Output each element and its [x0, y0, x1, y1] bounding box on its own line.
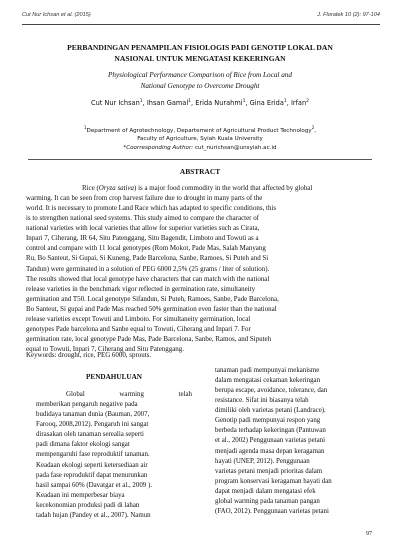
running-header-journal: J. Floratek 10 (2): 97-104 — [317, 12, 380, 18]
author-name: Gina Erida — [249, 99, 284, 108]
author-affil-mark: 1 — [188, 99, 192, 104]
abstract-line: Tandun) were germinated in a solution of PEG 6000 2,5% (25 grams / liter of solution). — [26, 264, 270, 273]
body-line: pada fase reproduktif dapat menurunkan — [36, 471, 148, 479]
affiliation-line — [20, 124, 380, 135]
author-affil-mark: 1 — [283, 99, 287, 104]
abstract-line: germination rate, local genotype Pade Mas, Pade Barcelona, Sanbe, Ramos, and Siputeh — [26, 334, 272, 343]
author-list: Cut Nur Ichsan$^1$, Ihsan Gamal$^1$, Erida Nurahmi$^1$, Gina Erida$^1$, Irfan$^2$ — [90, 99, 310, 108]
body-line: et al., 2002) Penggunaan varietas petani — [215, 437, 326, 445]
paper-title — [40, 42, 360, 64]
body-line: program konservasi keragaman hayati dan — [215, 477, 332, 485]
body-line — [36, 390, 192, 400]
corresponding-author — [20, 144, 380, 153]
affil-mark: 1 — [83, 125, 87, 130]
body-line: padi dimana faktor ekologi sangat — [36, 441, 130, 449]
affiliation-faculty: Faculty of Agriculture, Syiah Kuala University — [137, 136, 263, 143]
author-name: Erida Nurahmi — [195, 99, 243, 108]
abstract-line: control and compare with 11 local genotypes (Rom Mokot, Pade Mas, Salah Manyang — [26, 244, 266, 253]
body-line: global warming pada tanaman pangan — [215, 497, 320, 505]
page-number: 97 — [366, 531, 372, 537]
abstract-line: Ru, Bo Santeut, Si Gupai, Si Kuneng, Pade Barcelona, Sanbe, Ramoes, Si Puteh and Si — [26, 254, 269, 263]
header-divider — [22, 24, 380, 25]
abstract-line: is to strengthen national seed systems. This study aimed to compare the character of — [26, 214, 259, 223]
abstract-line: Bo Santeut, Si gupai and Pade Mas reached 50% germination even faster than the national — [26, 304, 277, 313]
affiliation-punct: , — [314, 127, 317, 134]
affiliation-departments: Department of Agrotechnology, Departement of Agricultural Product Technology — [86, 127, 312, 134]
body-line: memberikan pengaruh negative pada — [36, 401, 138, 409]
body-line: Farooq, 2008,2012). Pengaruh ini sangat — [36, 421, 149, 429]
abstract-line: world. It is necessary to promote Land Race which has adapted to specific conditions, this — [26, 204, 277, 213]
body-line: Genotip padi mempunyai respon yang — [215, 417, 321, 425]
body-line: tadah hujan (Pandey et al., 2007). Namun — [36, 511, 151, 519]
paper-english-title — [60, 70, 340, 91]
body-line: resistance. Sifat ini biasanya telah — [215, 397, 309, 405]
body-line: dalam mengatasi cekaman kekeringan — [215, 377, 321, 385]
abstract-line: equal to Towuti, Inpari 7, Ciherang and Situ Patenggang. — [26, 345, 184, 353]
abstract-line: germination and T50. Local genotype Sifandun, Si Puteh, Ramoes, Sanbe, Pade Barcelona, — [26, 294, 279, 303]
body-word: warming — [119, 391, 144, 399]
author-name: Ihsan Gamal — [146, 99, 189, 108]
body-line: hasil sampai 60% (Davatgar et al., 2009 ). — [36, 481, 152, 489]
abstract-line: warming. It can be seen from crop harvest failure due to drought in many parts of the — [26, 194, 263, 203]
paper-title-line: PERBANDINGAN PENAMPILAN FISIOLOGIS PADI GENOTIP LOKAL DAN — [67, 43, 333, 52]
body-line: hayati (UNEP, 2012). Penggunaan — [215, 457, 310, 465]
author-affil-mark: 1 — [139, 99, 143, 104]
species-name: Oryza sativa — [98, 184, 135, 192]
english-title-line: National Genotype to Overcome Drought — [140, 81, 260, 90]
body-line: mempengaruhi fase reproduktif tanaman. — [36, 451, 150, 459]
body-line: varietas petani menjadi prioritas dalam — [215, 467, 323, 475]
abstract-line: release varieties except Towuti and Limboto. For simultaneity germination, local — [26, 314, 251, 323]
abstract-line: genotypes Pade barcelona and Sanbe equal to Towuti, Ciherang and Inpari 7. For — [26, 324, 251, 333]
affiliations — [20, 124, 380, 153]
corresponding-label: *Coorresponding Author: — [123, 145, 194, 152]
abstract-line: release varieties in the benchmark vigor reflected in germination rate, simultaneity — [26, 284, 256, 293]
corresponding-email[interactable]: cut_nurichsan@unsyiah.ac.id — [194, 145, 277, 152]
abstract-text: ) is a major food commodity in the world that affected by global — [134, 184, 313, 192]
body-line: dapat menjadi dalam mengatasi efek — [215, 487, 316, 495]
body-line: berupa escape, avoidance, tolerance, dan — [215, 387, 328, 395]
abstract-body — [26, 183, 376, 354]
author-name: Irfan — [290, 99, 307, 108]
body-line: Keadaan ekologi seperti ketersediaan air — [36, 461, 148, 469]
body-word: telah — [178, 391, 192, 399]
left-column — [36, 366, 192, 521]
affil-mark: 2 — [311, 125, 315, 130]
abstract-line: Inpari 7, Ciherang, IR 64, Situ Patenggang, Situ Bagendit, Limboto and Towuti as a — [26, 234, 259, 243]
abstract-line — [26, 183, 376, 193]
body-line: menjadi agenda masa depan keragaman — [215, 447, 325, 455]
running-header — [22, 12, 380, 22]
running-header-citation: Cut Nur Ichsan et al. (2015) — [22, 12, 91, 18]
body-line: Keadaan ini memperbesar biaya — [36, 491, 125, 499]
body-line: dirasakan oleh tanaman serealia seperti — [36, 431, 144, 439]
author-name: Cut Nur Ichsan — [90, 99, 140, 108]
section-heading-pendahuluan: PENDAHULUAN — [86, 373, 142, 381]
paper-title-line: NASIONAL UNTUK MENGATASI KEKERINGAN — [114, 54, 286, 63]
author-affil-mark: 1 — [242, 99, 246, 104]
body-line: budidaya tanaman dunia (Bauman, 2007, — [36, 411, 150, 419]
body-word: Global — [66, 391, 85, 399]
body-line: kecekonomian produksi padi di lahan — [36, 501, 140, 509]
abstract-text: Rice ( — [82, 184, 99, 192]
right-column — [215, 366, 371, 517]
body-line: tanaman padi mempunyai mekanisme — [215, 367, 320, 374]
keywords: Keywords: drought, rice, PEG 6000, sprouts. — [26, 351, 152, 359]
abstract-heading: ABSTRACT — [179, 167, 221, 176]
body-line: dimiliki oleh varietas petani (Landrace). — [215, 407, 326, 415]
english-title-line: Physiological Performance Comparison of Rice from Local and — [108, 71, 292, 79]
author-affil-mark: 2 — [306, 99, 310, 104]
body-line: berbeda terhadap kekeringan (Pantuwan — [215, 427, 326, 435]
section-divider — [28, 159, 372, 160]
abstract-line: national varieties with local varieties that allow for superior varieties such as Cirata, — [26, 224, 260, 233]
abstract-line: The results showed that local genotype have characters that can match with the national — [26, 274, 270, 283]
body-line: (FAO, 2012). Penggunaan varietas petani — [215, 507, 329, 515]
